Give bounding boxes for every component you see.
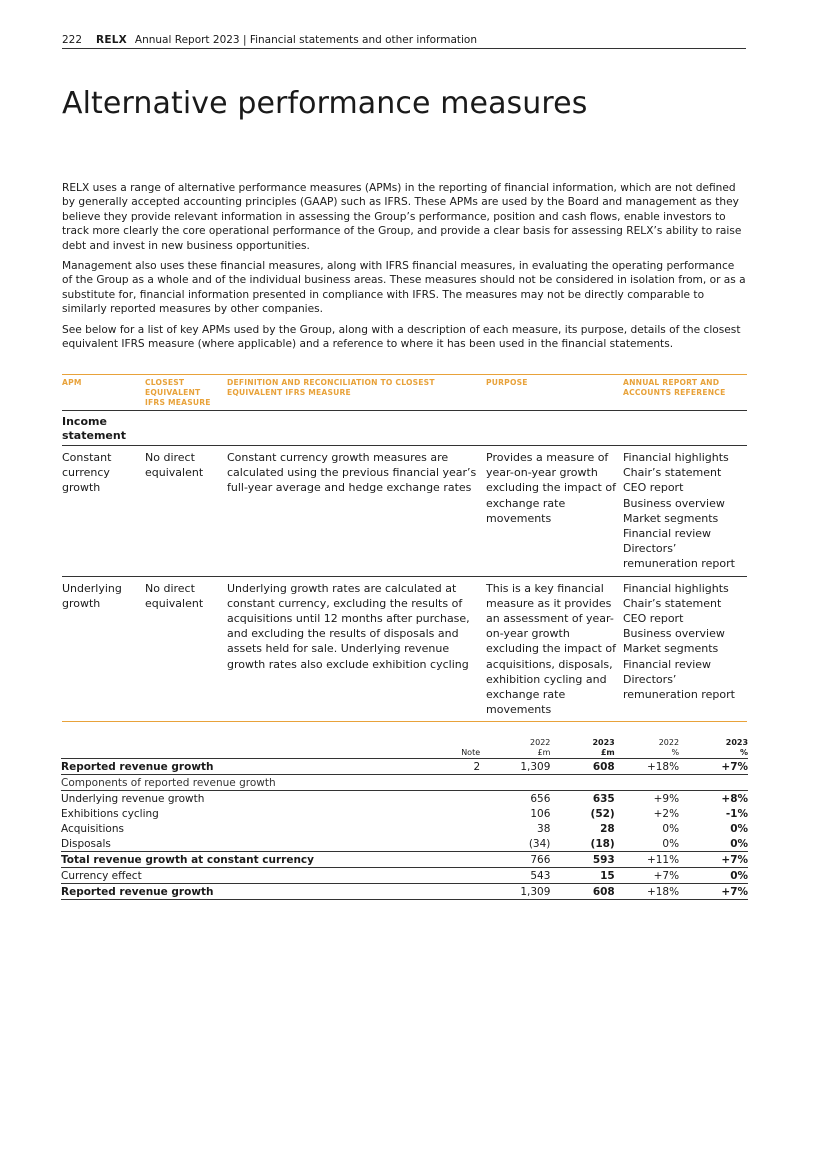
- percent-2023-cell: 0%: [730, 870, 749, 882]
- reference-item: Chair’s statement: [623, 466, 722, 480]
- section-title: Annual Report 2023 | Financial statements and other information: [134, 34, 478, 46]
- page-title: Alternative performance measures: [62, 86, 588, 121]
- definition: Underlying growth rates are calculated at constant currency, excluding the results of acquisitions until 12 months after purchase, and excluding the results of disposals and assets held for sale. Underlying revenue growth rates also exclude exhibition cycling: [227, 581, 470, 671]
- apm-table: [62, 374, 747, 722]
- table-row: [61, 883, 748, 900]
- column-header-2023-value: 2023 £m: [592, 738, 615, 757]
- value-2022-cell: 1,309: [520, 761, 551, 773]
- table-body: [61, 758, 748, 900]
- percent-2022-cell: +2%: [653, 808, 680, 820]
- table-header: [61, 734, 748, 758]
- table-row: [61, 821, 748, 836]
- value-2022-cell: 38: [537, 823, 551, 835]
- percent-2022-cell: +9%: [653, 793, 680, 805]
- row-label: Currency effect: [61, 870, 142, 882]
- column-header-ifrs: CLOSEST EQUIVALENT IFRS MEASURE: [145, 378, 211, 407]
- percent-2022-cell: 0%: [662, 823, 680, 835]
- ifrs-measure: No direct equivalent: [145, 581, 204, 610]
- table-row: [62, 446, 747, 577]
- reference-list: [623, 450, 747, 572]
- table-row: [61, 852, 748, 868]
- reference-item: Business overview: [623, 627, 725, 641]
- column-header-reference: ANNUAL REPORT AND ACCOUNTS REFERENCE: [623, 378, 726, 397]
- apm-table-header: [62, 374, 747, 411]
- ifrs-measure: No direct equivalent: [145, 451, 204, 480]
- reference-item: Business overview: [623, 496, 725, 510]
- percent-2022-cell: +7%: [653, 870, 680, 882]
- purpose: This is a key financial measure as it provides an assessment of year-on-year growth excluding the impact of acquisitions, disposals, exhibition cycling and exchange rate movements: [486, 581, 616, 717]
- column-header-2023-percent: 2023 %: [725, 738, 749, 757]
- percent-2023-cell: +7%: [721, 761, 749, 773]
- value-2022-cell: 656: [530, 793, 551, 805]
- row-label: Reported revenue growth: [61, 886, 214, 898]
- definition: Constant currency growth measures are calculated using the previous financial year’s full-year average and hedge exchange rates: [227, 451, 477, 495]
- table-row: [61, 758, 748, 775]
- reference-item: Financial highlights: [623, 581, 729, 595]
- value-2023-cell: 15: [600, 870, 615, 882]
- value-2022-cell: 543: [530, 870, 551, 882]
- percent-2022-cell: +11%: [646, 854, 680, 866]
- value-2023-cell: 593: [592, 854, 615, 866]
- percent-2022-cell: +18%: [646, 761, 680, 773]
- table-row: [61, 775, 748, 791]
- value-2022-cell: 1,309: [520, 886, 551, 898]
- row-label: Exhibitions cycling: [61, 808, 159, 820]
- reference-item: Directors’ remuneration report: [623, 672, 735, 702]
- reference-list: [623, 581, 747, 718]
- column-header-purpose: PURPOSE: [486, 378, 528, 387]
- reference-item: Market segments: [623, 642, 719, 656]
- table-row: [61, 836, 748, 852]
- row-label: Reported revenue growth: [61, 761, 214, 773]
- percent-2023-cell: 0%: [730, 823, 749, 835]
- reference-item: Directors’ remuneration report: [623, 542, 735, 571]
- row-label: Acquisitions: [61, 823, 124, 835]
- intro-paragraph: See below for a list of key APMs used by the Group, along with a description of each measure, its purpose, details of the closest equivalent IFRS measure (where applicable) and a reference to where it has been used in the financial statements.: [62, 323, 741, 351]
- value-2023-cell: (52): [590, 808, 615, 820]
- value-2023-cell: 635: [592, 793, 615, 805]
- page-number: 222: [62, 34, 83, 46]
- reference-item: Financial review: [623, 657, 712, 671]
- table-row: [61, 806, 748, 821]
- percent-2023-cell: +8%: [721, 793, 749, 805]
- percent-2022-cell: 0%: [662, 838, 680, 850]
- column-header-definition: DEFINITION AND RECONCILIATION TO CLOSEST EQUIVALENT IFRS MEASURE: [227, 378, 435, 397]
- value-2023-cell: 608: [592, 886, 615, 898]
- row-label: Disposals: [61, 838, 111, 850]
- page-header: [62, 32, 746, 49]
- column-header-2022-value: 2022 £m: [530, 738, 551, 757]
- column-header-2022-percent: 2022 %: [658, 738, 680, 757]
- value-2022-cell: 766: [530, 854, 551, 866]
- brand-name: RELX: [96, 34, 127, 46]
- note-cell: 2: [473, 761, 481, 773]
- percent-2023-cell: +7%: [721, 854, 749, 866]
- row-label: Underlying revenue growth: [61, 793, 205, 805]
- table-row: [61, 791, 748, 806]
- value-2022-cell: (34): [528, 838, 551, 850]
- intro-paragraph: Management also uses these financial measures, along with IFRS financial measures, in evaluating the operating performance of the Group as a whole and of the individual business areas. These measures should not be considered in isolation from, or as a substitute for, financial information presented in compliance with IFRS. The measures may not be directly comparable to similarly reported measures by other companies.: [62, 260, 746, 316]
- percent-2022-cell: +18%: [646, 886, 680, 898]
- apm-name: Constant currency growth: [62, 451, 112, 495]
- reference-item: Financial review: [623, 527, 712, 541]
- row-label: Components of reported revenue growth: [61, 777, 276, 789]
- reference-item: CEO report: [623, 612, 684, 626]
- intro-paragraph: RELX uses a range of alternative performance measures (APMs) in the reporting of financial information, which are not defined by generally accepted accounting principles (GAAP) such as IFRS. These APMs are used by the Board and management as they believe they provide relevant information in assessing the Group’s performance, position and cash flows, enable investors to track more clearly the core operational performance of the Group, and provide a clear basis for assessing RELX’s ability to raise debt and invest in new business opportunities.: [62, 182, 742, 252]
- apm-name: Underlying growth: [62, 581, 122, 610]
- value-2022-cell: 106: [530, 808, 551, 820]
- section-label: Income statement: [62, 415, 126, 442]
- intro-text: [62, 181, 746, 357]
- revenue-growth-table: [61, 734, 748, 900]
- reference-item: Market segments: [623, 511, 719, 525]
- section-heading: [62, 411, 747, 446]
- table-row: [61, 868, 748, 883]
- value-2023-cell: 28: [600, 823, 615, 835]
- reference-item: Financial highlights: [623, 451, 729, 464]
- column-header-apm: APM: [62, 378, 82, 387]
- value-2023-cell: 608: [592, 761, 615, 773]
- reference-item: CEO report: [623, 481, 684, 495]
- percent-2023-cell: -1%: [725, 808, 749, 820]
- percent-2023-cell: +7%: [721, 886, 749, 898]
- table-row: [62, 577, 747, 723]
- column-header-note: Note: [461, 748, 481, 757]
- percent-2023-cell: 0%: [730, 838, 749, 850]
- purpose: Provides a measure of year-on-year growth excluding the impact of exchange rate movements: [486, 451, 616, 525]
- row-label: Total revenue growth at constant currency: [61, 854, 314, 866]
- value-2023-cell: (18): [590, 838, 615, 850]
- reference-item: Chair’s statement: [623, 596, 722, 610]
